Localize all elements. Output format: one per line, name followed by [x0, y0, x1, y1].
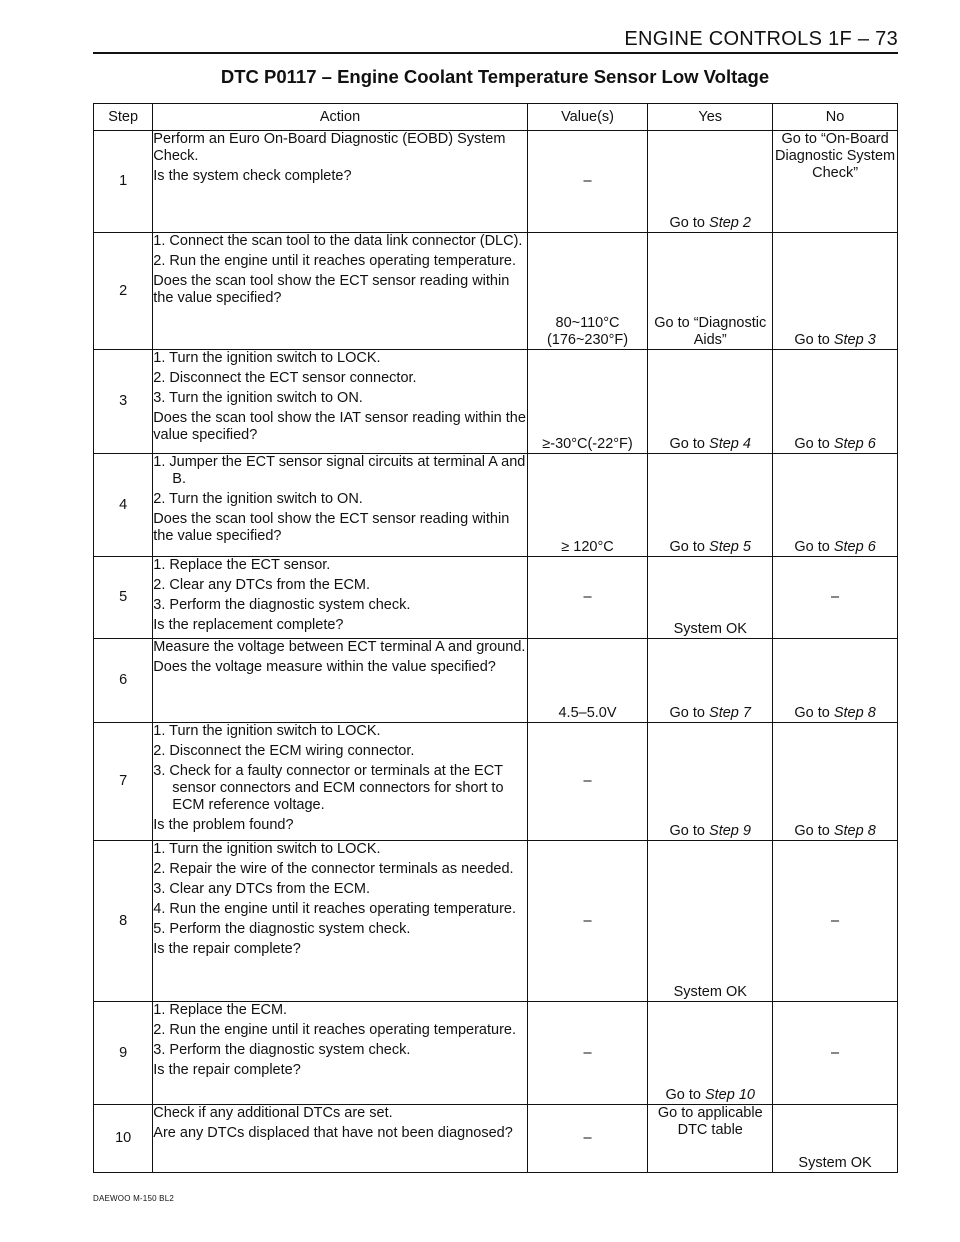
action-line: 3. Turn the ignition switch to ON. [153, 390, 363, 406]
action-cell [153, 1105, 527, 1173]
yes-text: Go to “Diagnostic Aids” [654, 315, 767, 348]
yes-cell [648, 723, 773, 841]
yes-cell [648, 454, 773, 557]
header-rule [93, 52, 898, 54]
no-step-reference: Step 8 [833, 823, 876, 839]
value-cell: – [527, 1105, 648, 1173]
yes-cell [648, 1002, 773, 1105]
value-cell: 80~110°C (176~230°F) [527, 233, 648, 350]
step-number: 3 [94, 350, 153, 454]
value-cell: – [527, 1002, 648, 1105]
action-line: Is the system check complete? [153, 168, 352, 184]
no-cell [773, 454, 898, 557]
table-row [94, 639, 898, 723]
no-cell [773, 233, 898, 350]
column-header-action: Action [153, 104, 527, 131]
no-step-reference: Step 6 [833, 539, 876, 555]
value-cell: ≥-30°C(-22°F) [527, 350, 648, 454]
yes-step-reference: Step 9 [709, 823, 751, 839]
value-cell: – [527, 723, 648, 841]
no-text: System OK [798, 1155, 872, 1171]
action-line: 3. Check for a faulty connector or terminals at the ECT sensor connectors and ECM connectors for short to ECM reference voltage. [153, 763, 504, 813]
action-line: Is the repair complete? [153, 1062, 301, 1078]
action-line: 3. Perform the diagnostic system check. [153, 1042, 411, 1058]
action-line: Does the voltage measure within the value specified? [153, 659, 496, 675]
no-text: – [831, 1044, 840, 1061]
action-line: 2. Repair the wire of the connector terminals as needed. [153, 861, 514, 877]
action-line: 1. Connect the scan tool to the data link connector (DLC). [153, 233, 523, 249]
action-line: 2. Run the engine until it reaches operating temperature. [153, 1022, 517, 1038]
column-header-values: Value(s) [527, 104, 648, 131]
action-line: Does the scan tool show the ECT sensor reading within the value specified? [153, 511, 510, 544]
yes-cell [648, 841, 773, 1002]
step-number: 5 [94, 557, 153, 639]
action-cell [153, 1002, 527, 1105]
action-line: 5. Perform the diagnostic system check. [153, 921, 411, 937]
value-cell: – [527, 841, 648, 1002]
yes-text: Go to [669, 823, 710, 839]
action-cell [153, 454, 527, 557]
no-text: Go to [794, 705, 834, 721]
action-line: 2. Run the engine until it reaches operating temperature. [153, 253, 517, 269]
table-row [94, 131, 898, 233]
action-line: Is the problem found? [153, 817, 294, 833]
table-row [94, 1002, 898, 1105]
no-step-reference: Step 3 [833, 332, 876, 348]
action-cell [153, 131, 527, 233]
table-header-row [94, 104, 898, 131]
step-number: 1 [94, 131, 153, 233]
yes-step-reference: Step 4 [709, 436, 751, 452]
yes-cell [648, 639, 773, 723]
no-text: Go to [794, 539, 834, 555]
no-cell [773, 841, 898, 1002]
action-line: Is the replacement complete? [153, 617, 344, 633]
yes-cell [648, 350, 773, 454]
no-cell [773, 350, 898, 454]
yes-text: System OK [673, 621, 747, 637]
table-row [94, 1105, 898, 1173]
action-line: 1. Turn the ignition switch to LOCK. [153, 723, 381, 739]
step-number: 9 [94, 1002, 153, 1105]
table-row [94, 233, 898, 350]
table-row [94, 454, 898, 557]
value-cell: 4.5–5.0V [527, 639, 648, 723]
header-title: ENGINE CONTROLS 1F – 73 [624, 28, 898, 50]
step-number: 10 [94, 1105, 153, 1173]
no-cell [773, 639, 898, 723]
action-line: Does the scan tool show the ECT sensor reading within the value specified? [153, 273, 510, 306]
action-line: 1. Turn the ignition switch to LOCK. [153, 350, 381, 366]
action-line: 1. Replace the ECT sensor. [153, 557, 331, 573]
action-line: Check if any additional DTCs are set. [153, 1105, 393, 1121]
value-cell: – [527, 557, 648, 639]
column-header-no: No [773, 104, 898, 131]
no-cell [773, 1002, 898, 1105]
action-cell [153, 723, 527, 841]
action-line: 4. Run the engine until it reaches operating temperature. [153, 901, 517, 917]
no-step-reference: Step 8 [833, 705, 876, 721]
yes-text: Go to [665, 1087, 705, 1103]
table-row [94, 557, 898, 639]
no-text: Go to [794, 823, 834, 839]
yes-text: Go to [669, 436, 710, 452]
no-text: – [831, 589, 840, 605]
table-row [94, 723, 898, 841]
step-number: 6 [94, 639, 153, 723]
diagnostic-table [93, 103, 898, 1173]
no-text: – [831, 912, 840, 929]
action-line: 2. Disconnect the ECT sensor connector. [153, 370, 417, 386]
action-line: 2. Clear any DTCs from the ECM. [153, 577, 371, 593]
action-cell [153, 557, 527, 639]
footer-code: DAEWOO M-150 BL2 [93, 1194, 175, 1203]
yes-cell [648, 557, 773, 639]
no-cell [773, 131, 898, 233]
no-cell [773, 557, 898, 639]
column-header-step: Step [94, 104, 153, 131]
step-number: 2 [94, 233, 153, 350]
action-line: Measure the voltage between ECT terminal A and ground. [153, 639, 526, 655]
yes-cell [648, 131, 773, 233]
action-line: Are any DTCs displaced that have not been diagnosed? [153, 1125, 513, 1141]
step-number: 8 [94, 841, 153, 1002]
step-number: 4 [94, 454, 153, 557]
yes-text: System OK [673, 984, 747, 1000]
action-line: 2. Turn the ignition switch to ON. [153, 491, 363, 507]
yes-text: Go to [669, 705, 710, 721]
value-cell: – [527, 131, 648, 233]
action-line: 3. Clear any DTCs from the ECM. [153, 881, 371, 897]
no-text: Go to “On-Board Diagnostic System Check” [775, 131, 896, 181]
action-line: Is the repair complete? [153, 941, 301, 957]
page-header [0, 0, 960, 50]
yes-text: Go to applicable DTC table [657, 1105, 763, 1138]
table-row [94, 350, 898, 454]
action-cell [153, 841, 527, 1002]
table-row [94, 841, 898, 1002]
yes-text: Go to [669, 215, 710, 231]
column-header-yes: Yes [648, 104, 773, 131]
action-line: Does the scan tool show the IAT sensor reading within the value specified? [153, 410, 526, 443]
action-cell [153, 639, 527, 723]
value-cell: ≥ 120°C [527, 454, 648, 557]
no-step-reference: Step 6 [833, 436, 876, 452]
no-cell [773, 1105, 898, 1173]
action-line: 1. Replace the ECM. [153, 1002, 288, 1018]
yes-step-reference: Step 2 [709, 215, 751, 231]
action-line: 1. Jumper the ECT sensor signal circuits at terminal A and B. [153, 454, 526, 487]
action-line: 3. Perform the diagnostic system check. [153, 597, 411, 613]
document-title: DTC P0117 – Engine Coolant Temperature Sensor Low Voltage [220, 66, 770, 87]
yes-text: Go to [669, 539, 710, 555]
no-cell [773, 723, 898, 841]
action-line: 2. Disconnect the ECM wiring connector. [153, 743, 415, 759]
action-line: 1. Turn the ignition switch to LOCK. [153, 841, 381, 857]
no-text: Go to [794, 332, 834, 348]
yes-step-reference: Step 5 [709, 539, 751, 555]
yes-cell [648, 1105, 773, 1173]
yes-step-reference: Step 7 [709, 705, 751, 721]
yes-cell [648, 233, 773, 350]
step-number: 7 [94, 723, 153, 841]
table-body [94, 131, 898, 1173]
no-text: Go to [794, 436, 834, 452]
yes-step-reference: Step 10 [704, 1087, 755, 1103]
action-cell [153, 350, 527, 454]
action-line: Perform an Euro On-Board Diagnostic (EOBD) System Check. [153, 131, 506, 164]
action-cell [153, 233, 527, 350]
